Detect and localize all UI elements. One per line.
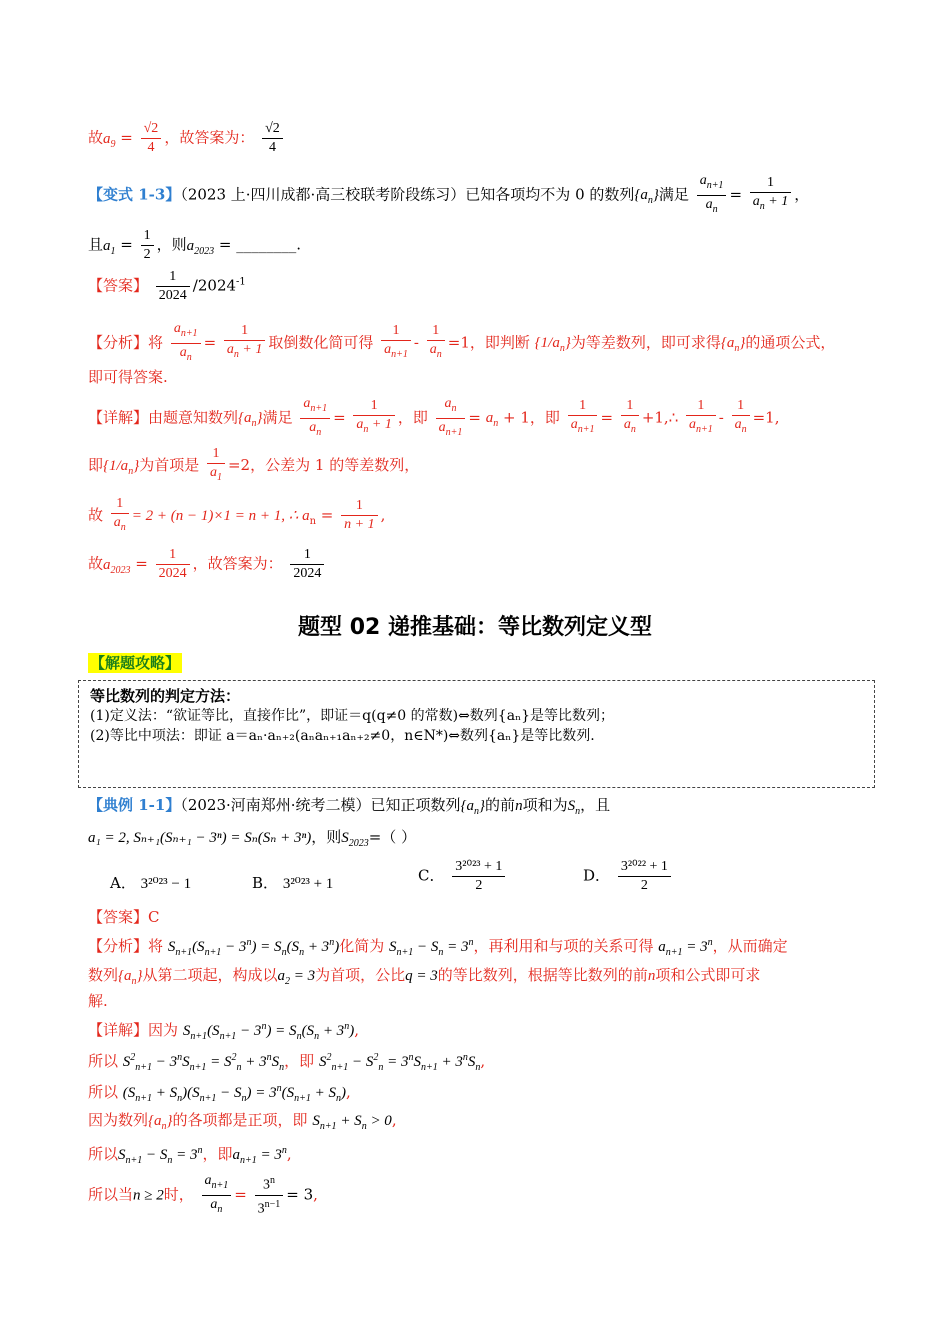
variant-analysis: 【分析】将 $\frac{a_{n+1}}{a_n}$ = $\frac{1}{a_n + 1}$ 取倒数化简可得 $\frac{1}{a_{n+1}}$ - $\frac{1}{a_n}$ =1，即判断 $\{1/a_n\}$为等差数列，即可求得$\{a_n\}$的通项公式，: [88, 321, 836, 363]
variant-detail-2: 即$\{1/a_n\}$为首项是 $\frac{1}{a_1}$ =2，公差为 1 的等差数列，: [88, 446, 420, 483]
example-question: 【典例 1-1】（2023·河南郑州·统考二模）已知正项数列$\{a_n\}$的前n项和为$S_n$，且: [88, 796, 611, 817]
line-a9: 故$a_9$ = $\frac{√2}{4}$ ，故答案为： $\frac{√2}{4}$: [88, 120, 870, 157]
variant-question-2: 且$a_1$ = $\frac{1}{2}$ ，则$a_{2023}$ = ________.: [88, 228, 302, 262]
variant-answer: 【答案】 $\frac{1}{2024}$ $/2024^{-1}$: [88, 269, 246, 303]
example-answer: 【答案】C: [88, 908, 160, 926]
example-detail-1: 【详解】因为 $S_{n+1}(S_{n+1} - 3^n) = S_n(S_n + 3^n)$,: [88, 1021, 359, 1042]
example-detail-2: 所以 $S^2_{n+1} - 3^nS_{n+1} = S^2_n + 3^nS_n$，即 $S^2_{n+1} - S^2_n = 3^nS_{n+1} + 3^nS_n$,: [88, 1052, 486, 1073]
option-b[interactable]: B． 3²⁰²³ + 1: [252, 874, 334, 892]
variant-detail: 【详解】由题意知数列$\{a_n\}$满足 $\frac{a_{n+1}}{a_n}$ = $\frac{1}{a_n + 1}$ ，即 $\frac{a_n}{a_{n+1}}$ = $a_n + 1$，即 $\frac{1}{a_{n+1}}$ = $\frac{1}{a_n}$ +1,∴ $\frac{1}{a_{n+1}}$ - $\frac{1}{a_n}$ =1,: [88, 396, 780, 438]
variant-question: 【变式 1-3】（2023 上·四川成都·高三校联考阶段练习）已知各项均不为 0 的数列$\{a_n\}$满足 $\frac{a_{n+1}}{a_n}$ = $\frac{1}{a_n + 1}$ ，: [88, 173, 810, 215]
example-detail-3: 所以 $(S_{n+1} + S_n)(S_{n+1} - S_n) = 3^n(S_{n+1} + S_n)$,: [88, 1083, 351, 1104]
variant-detail-3: 故 $\frac{1}{a_n}$ = 2 + (n − 1)×1 = n + 1, ∴ $a_n$ = $\frac{1}{n + 1}$ ,: [88, 496, 386, 533]
option-d[interactable]: D． $\frac{\text{3²⁰²² + 1}}{2}$: [583, 858, 674, 895]
example-detail-6: 所以当n ≥ 2时， $\frac{a_{n+1}}{a_n}$ = $\frac{3^n}{3^{n-1}}$ = 3,: [88, 1173, 318, 1217]
fraction: $\frac{√2}{4}$: [141, 120, 162, 157]
option-a[interactable]: A． 3²⁰²³ − 1: [110, 874, 192, 892]
section-title: 题型 02 递推基础：等比数列定义型: [298, 615, 652, 640]
strategy-tag: 【解题攻略】: [90, 654, 181, 672]
box-line-2: (2)等比中项法：即证 a＝aₙ·aₙ₊₂(aₙaₙ₊₁aₙ₊₂≠0，n∈N*)⇔数列{aₙ}是等比数列.: [90, 728, 595, 744]
example-condition: a₁ = 2, Sₙ₊₁(Sₙ₊₁ − 3ⁿ) = Sₙ(Sₙ + 3ⁿ)，则$S_{2023}=$（ ）: [88, 828, 417, 849]
variant-detail-4: 故$a_{2023}$ = $\frac{1}{2024}$ ，故答案为： $\frac{1}{2024}$: [88, 546, 870, 583]
strategy-tag-line: [88, 652, 870, 674]
option-c[interactable]: C． $\frac{\text{3²⁰²³ + 1}}{2}$: [418, 858, 508, 895]
example-analysis-2: 数列$\{a_n\}$从第二项起，构成以$a_2 = 3$为首项，公比q = 3的等比数列，根据等比数列的前n项和公式即可求: [88, 966, 761, 987]
example-analysis-3: 解.: [88, 992, 108, 1010]
example-detail-4: 因为数列$\{a_n\}$的各项都是正项，即 $S_{n+1} + S_n > 0$,: [88, 1111, 397, 1132]
box-line-1: (1)定义法：“欲证等比，直接作比”，即证＝q(q≠0 的常数)⇔数列{aₙ}是等比数列；: [90, 708, 615, 724]
example-analysis-1: 【分析】将 $S_{n+1}(S_{n+1} - 3^n) = S_n(S_n + 3^n)$化简为 $S_{n+1} - S_n = 3^n$，再利用和与项的关系可得 $a_{n+1} = 3^n$，从而确定: [88, 937, 788, 958]
example-detail-5: 所以$S_{n+1} - S_n = 3^n$，即$a_{n+1} = 3^n$,: [88, 1145, 292, 1166]
box-title: 等比数列的判定方法：: [90, 687, 241, 705]
variant-analysis-2: 即可得答案.: [88, 368, 168, 386]
